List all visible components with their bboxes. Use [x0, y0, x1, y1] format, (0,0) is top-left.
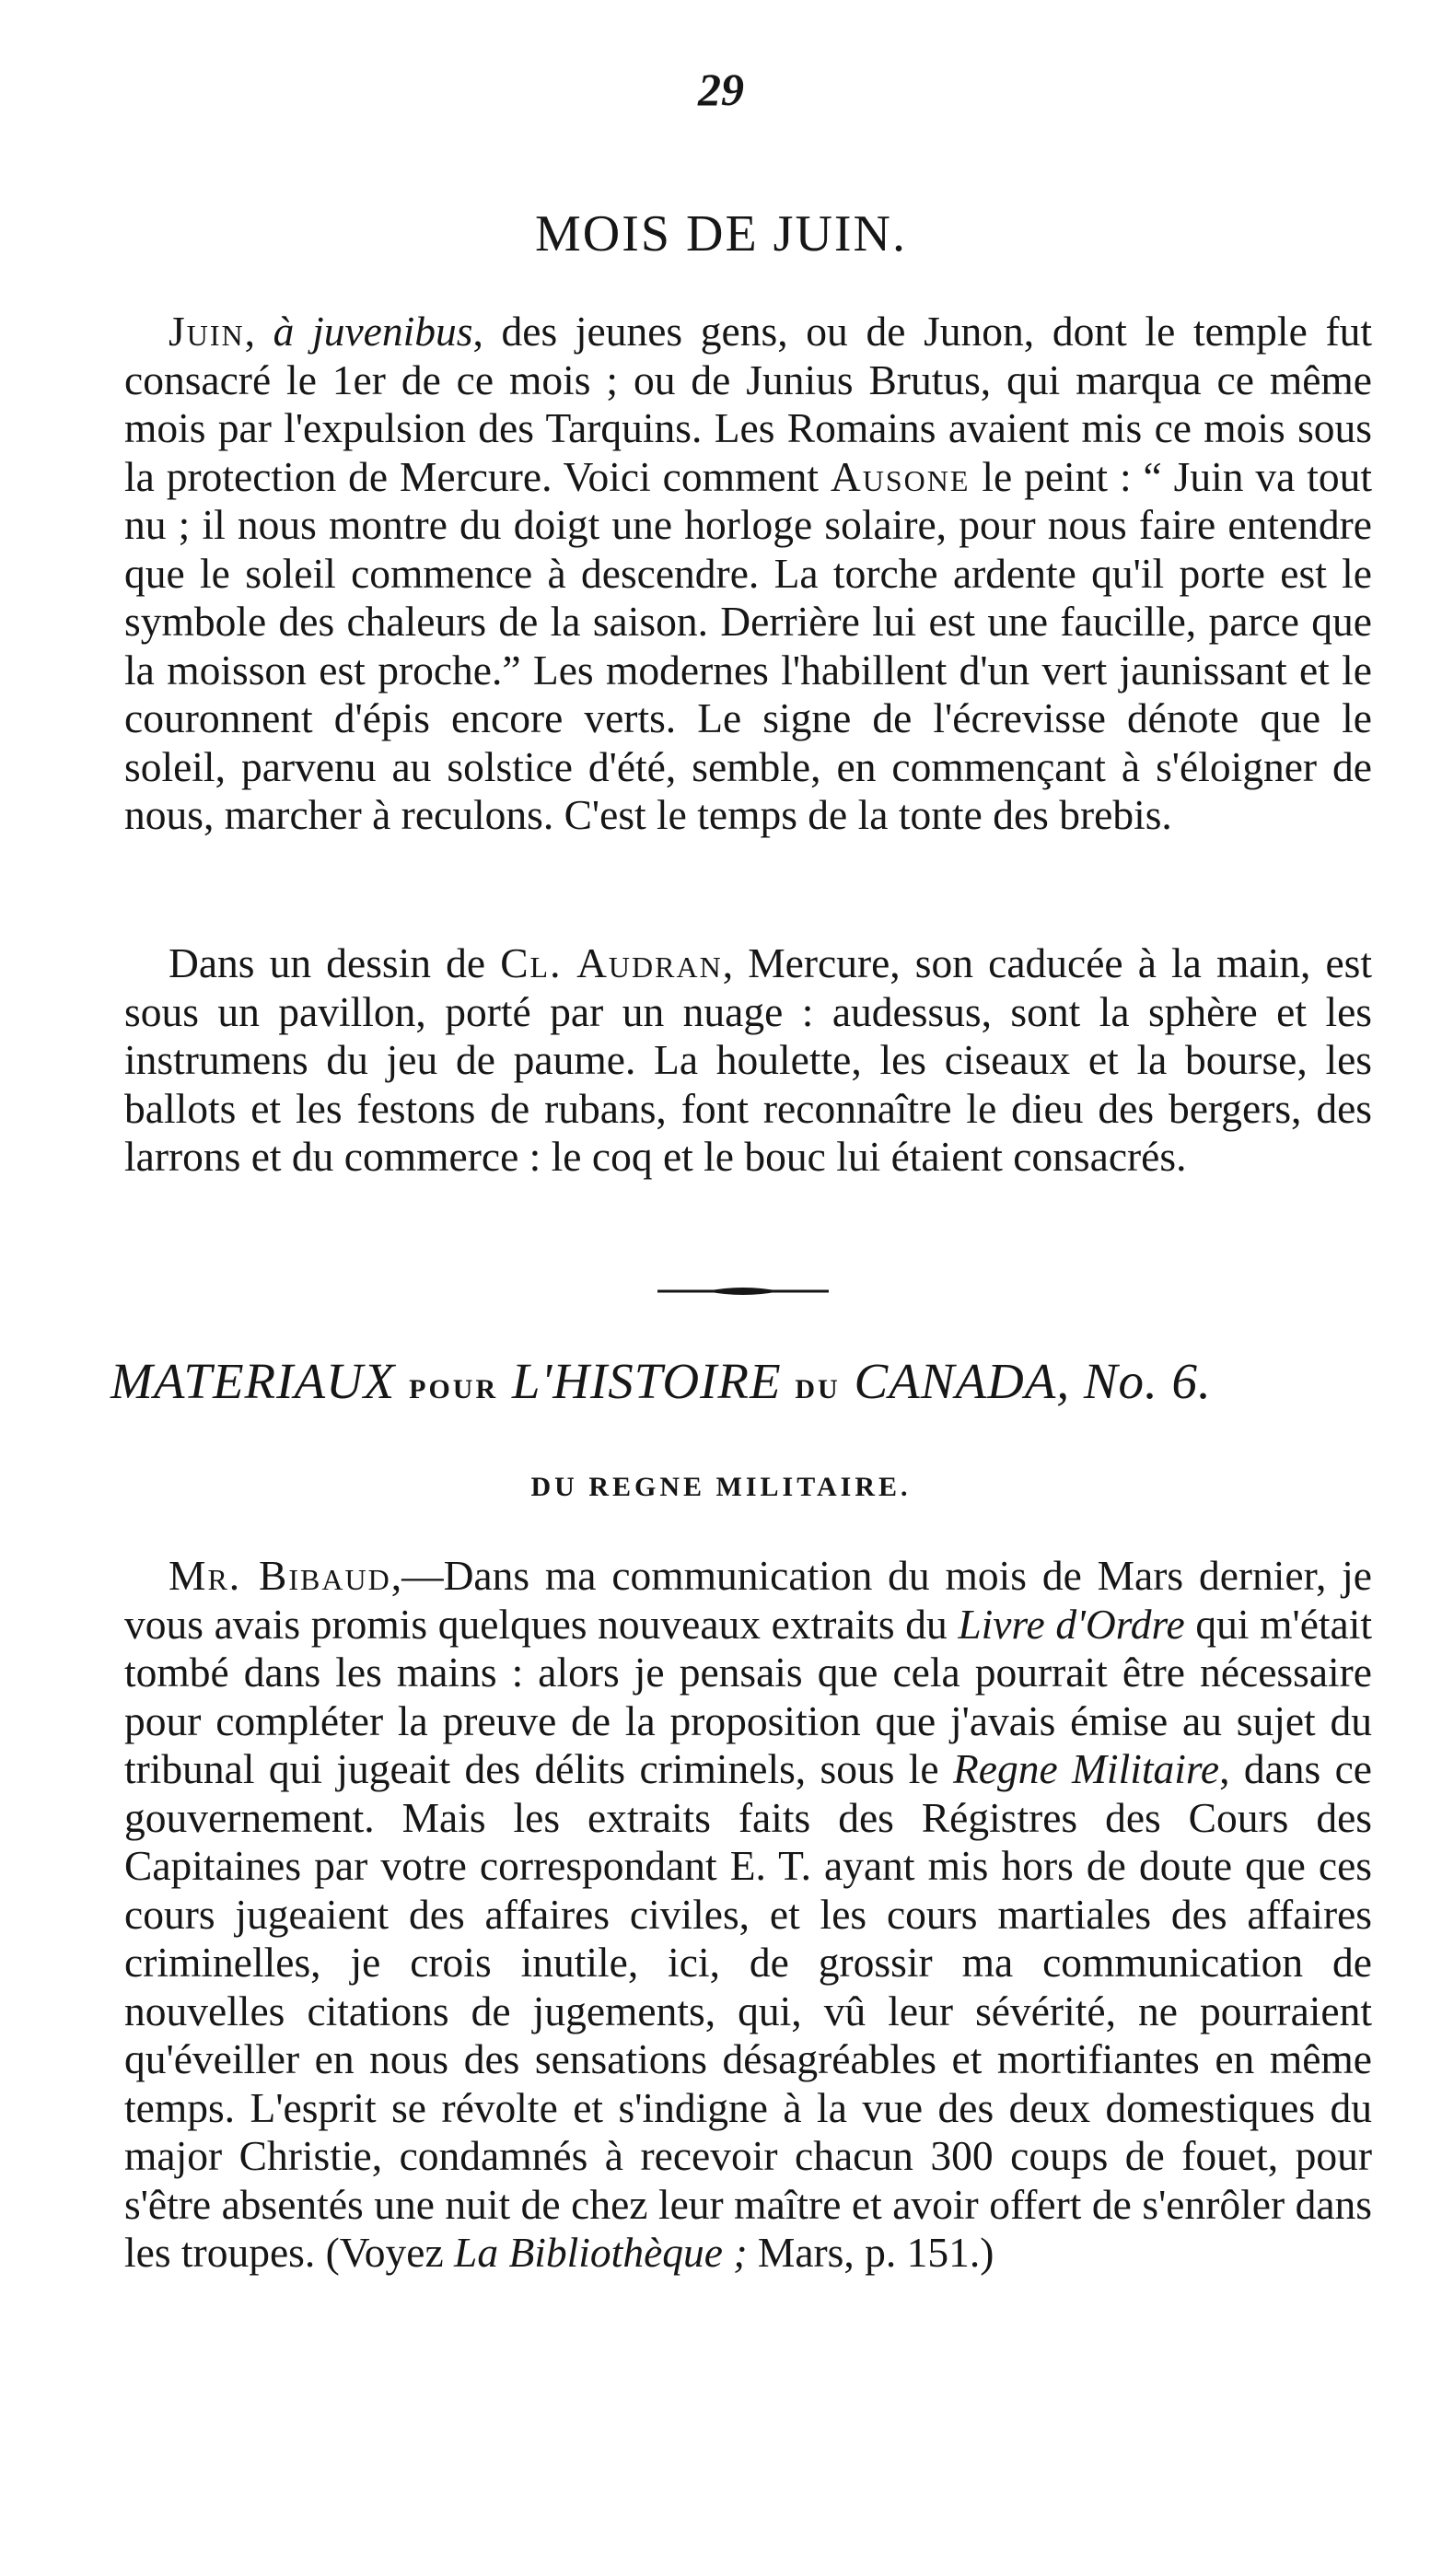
text-run: le peint : “ Juin va tout nu ; il nous montre du doigt une horloge solaire, pour nous faire entendre que le soleil commence à descendre. La torche ardente qu'il porte est le symbole des chaleurs de la saison. Derrière lui est une faucille, parce que la moisson est proche.” Les modernes l'habillent d'un vert jaunissant et le couronnent d'épis encore verts. Le signe de l'écrevisse dénote que le soleil, parvenu au solstice d'été, semble, en commençant à s'éloigner de nous, marcher à reculons. C'est le temps de la tonte des brebis. — [124, 452, 1373, 838]
text-run: , Mercure, son caducée à la main, est sous un pavillon, porté par un nuage : audessus, sont la sphère et les instrumens du jeu de paume. La houlette, les ciseaux et la bourse, les ballots et les festons de rubans, font reconnaître le dieu des bergers, des larrons et du commerce : le coq et le bouc lui étaient consacrés. — [124, 939, 1372, 1180]
paragraph-audran — [124, 939, 1372, 1182]
heading-part: L'HISTOIRE — [498, 1353, 796, 1409]
text-run: qui m'était tombé dans les mains : alors je pensais que cela pourrait être nécessaire pour compléter la preuve de la proposition que j'avais émise au sujet du tribunal qui jugeait des délits criminels, sous le — [124, 1600, 1373, 1792]
text-run: Dans un dessin de — [169, 939, 501, 986]
italic-phrase: à juvenibus — [273, 308, 473, 355]
ornamental-divider — [656, 1285, 831, 1298]
subheading-regne-militaire: DU REGNE MILITAIRE. — [530, 1472, 912, 1502]
heading-small-word: DU — [795, 1374, 841, 1405]
italic-phrase: Livre d'Ordre — [958, 1600, 1185, 1648]
paragraph-bibaud — [124, 1552, 1372, 2278]
section-heading-materiaux — [110, 1352, 1381, 1410]
text-run: , dans ce gouvernement. Mais les extraits faits des Régistres des Cours des Capitaines par votre correspondant E. T. ayant mis hors de doute que ces cours jugeaient des affaires civiles, et les cours martiales des affaires criminelles, je crois inutile, ici, de grossir ma communication de nouvelles citations de jugements, qui, vû leur sévérité, ne pourraient qu'éveiller en nous des sensations désagréables et mortifiantes en même temps. L'esprit se révolte et s'indigne à la vue des deux domestiques du major Christie, condamnés à recevoir chacun 300 coups de fouet, pour s'être absentés une nuit de chez leur maître et avoir offert de s'enrôler dans les troupes. (Voyez — [124, 1745, 1372, 2276]
author-name: Ausone — [830, 452, 971, 500]
text-run: ,—Dans ma communication du mois de Mars dernier, je vous avais promis quelques nouveaux extraits du — [124, 1552, 1372, 1648]
italic-phrase: Regne Militaire — [952, 1745, 1220, 1792]
text-run: , des jeunes gens, ou de Junon, dont le temple fut consacré le 1er de ce mois ; ou de Junius Brutus, qui marqua ce même mois par l'expulsion des Tarquins. Les Romains avaient mis ce mois sous la protection de Mercure. Voici comment — [124, 308, 1373, 500]
italic-phrase: La Bibliothèque ; — [454, 2229, 748, 2276]
heading-small-word: POUR — [409, 1374, 499, 1405]
section-title-mois-de-juin: MOIS DE JUIN. — [535, 205, 907, 262]
heading-part: CANADA, No. 6. — [840, 1353, 1212, 1409]
page-number: 29 — [698, 64, 744, 115]
author-name: Cl. Audran — [500, 939, 723, 986]
heading-part: MATERIAUX — [110, 1353, 410, 1409]
text-run: Mars, p. 151.) — [747, 2229, 994, 2276]
addressee-name: Mr. Bibaud — [169, 1552, 391, 1599]
paragraph-juin — [124, 308, 1372, 840]
lead-word: Juin — [169, 308, 245, 355]
text-run: , — [244, 308, 273, 355]
